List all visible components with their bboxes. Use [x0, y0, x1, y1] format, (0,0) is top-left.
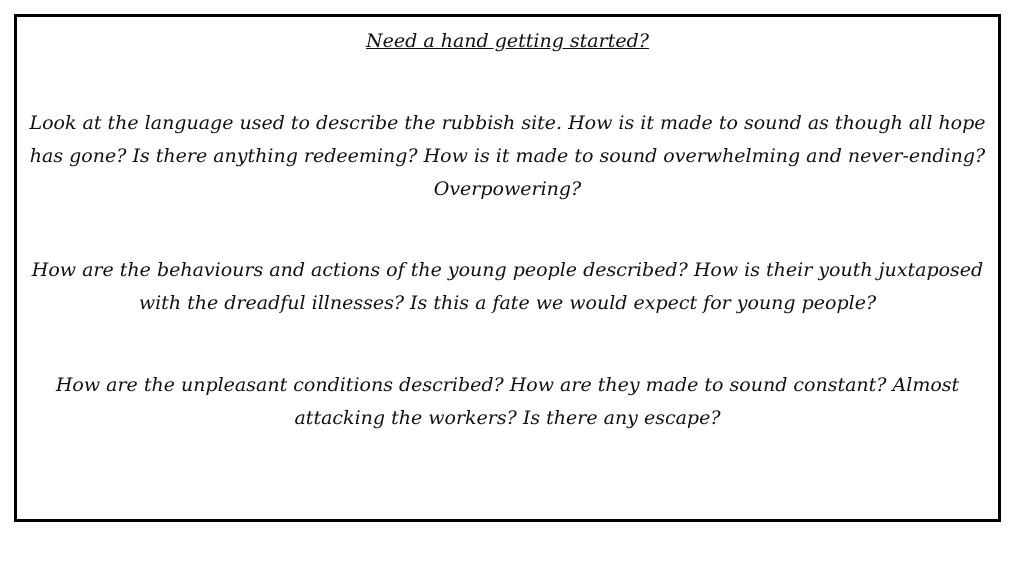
content-frame [14, 14, 1001, 522]
prompt-paragraph-language: Look at the language used to describe the rubbish site. How is it made to sound as though all hope has gone? Is there anything redeeming? How is it made to sound overwhelming and never-ending? Overpowering? [29, 112, 986, 200]
heading: Need a hand getting started? [366, 30, 649, 52]
prompt-paragraph-conditions: How are the unpleasant conditions described? How are they made to sound constant? Almost attacking the workers? Is there any escape? [55, 374, 960, 429]
prompt-paragraph-young-people: How are the behaviours and actions of the young people described? How is their youth juxtaposed with the dreadful illnesses? Is this a fate we would expect for young people? [31, 259, 984, 314]
